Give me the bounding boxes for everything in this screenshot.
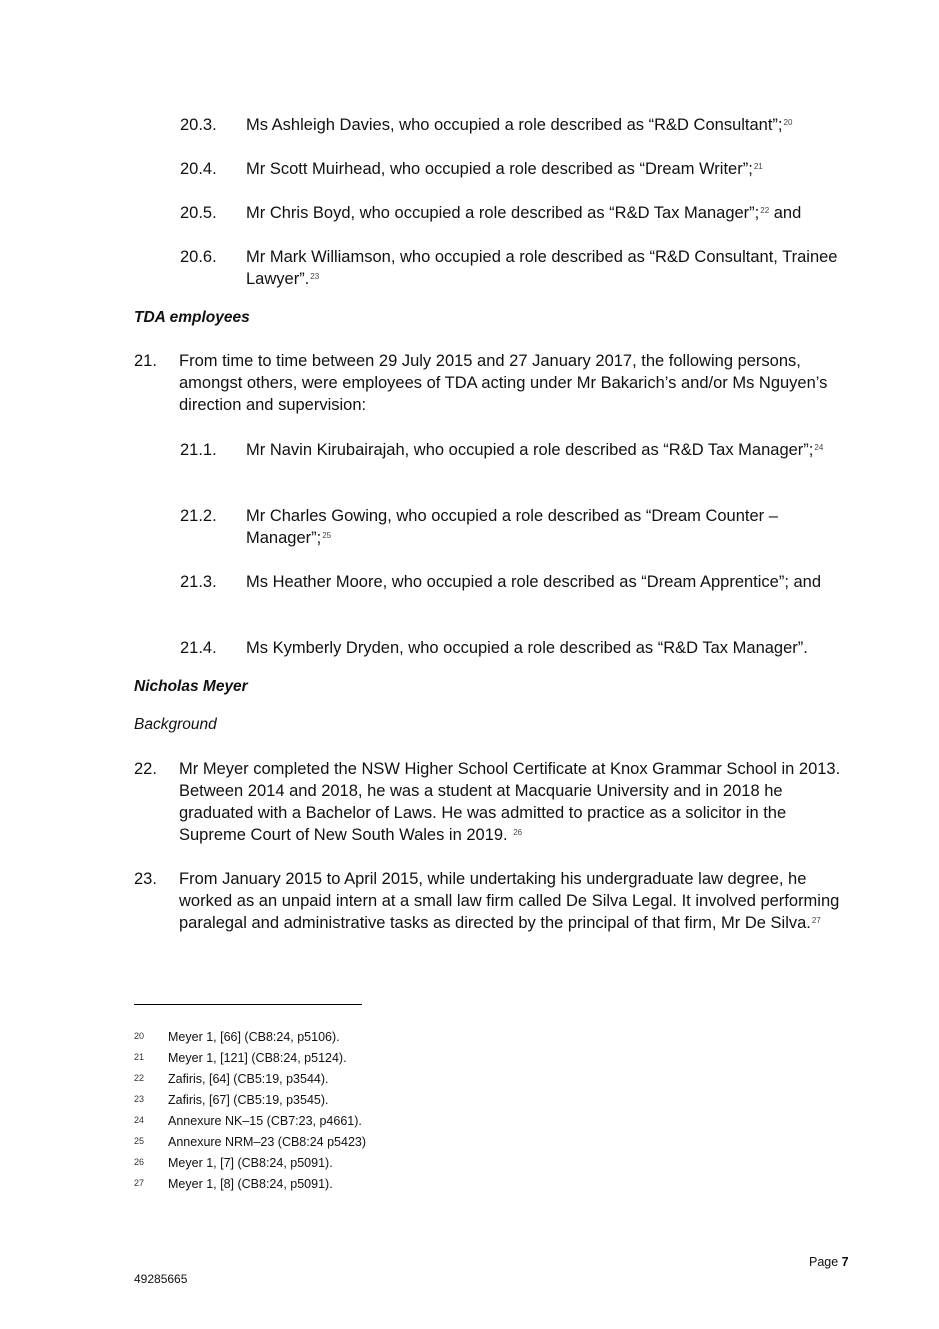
footnote-ref[interactable]: 25 <box>322 531 332 540</box>
footnote-ref[interactable]: 23 <box>310 272 320 281</box>
list-item <box>180 571 850 593</box>
paragraph-number: 23. <box>134 870 157 888</box>
item-number: 20.3. <box>180 116 217 134</box>
document-id: 49285665 <box>134 1272 188 1286</box>
footnote-text: Annexure NRM–23 (CB8:24 p5423) <box>168 1135 367 1149</box>
list-item <box>180 202 850 224</box>
numbered-paragraph <box>134 868 850 934</box>
list-item <box>180 158 850 180</box>
footnote-text: Meyer 1, [121] (CB8:24, p5124). <box>168 1051 347 1065</box>
footnote-ref[interactable]: 26 <box>513 828 523 837</box>
paragraph-number: 21. <box>134 352 157 370</box>
paragraph-text: From time to time between 29 July 2015 and 27 January 2017, the following persons, amongst others, were employees of TDA acting under Mr Bakarich’s and/or Ms Nguyen’s direction and supervision: <box>179 352 828 414</box>
footnote-ref[interactable]: 22 <box>760 206 770 215</box>
section-heading: Nicholas Meyer <box>134 678 248 695</box>
list-item <box>180 439 850 461</box>
footnote-number: 22 <box>134 1073 145 1083</box>
item-number: 21.4. <box>180 639 217 657</box>
numbered-paragraph <box>134 758 850 846</box>
item-number: 21.1. <box>180 441 217 459</box>
item-number: 21.2. <box>180 507 217 525</box>
section-heading: TDA employees <box>134 309 250 326</box>
item-text: Ms Kymberly Dryden, who occupied a role described as “R&D Tax Manager”. <box>246 639 808 657</box>
footnote-ref[interactable]: 24 <box>814 443 824 452</box>
page-number: Page 7 <box>809 1255 849 1269</box>
footnote-text: Annexure NK–15 (CB7:23, p4661). <box>168 1114 362 1128</box>
footnote-number: 25 <box>134 1136 145 1146</box>
item-text: Mr Charles Gowing, who occupied a role described as “Dream Counter – Manager”;$^{25}$ <box>246 507 778 547</box>
subsection-heading: Background <box>134 716 217 733</box>
item-number: 20.6. <box>180 248 217 266</box>
footnote-ref[interactable]: 21 <box>753 162 763 171</box>
list-item <box>180 505 850 549</box>
item-number: 20.5. <box>180 204 217 222</box>
footnote-ref[interactable]: 27 <box>811 916 821 925</box>
footnote-number: 20 <box>134 1031 145 1041</box>
footnote-number: 23 <box>134 1094 145 1104</box>
footnote-number: 24 <box>134 1115 145 1125</box>
footnote-number: 27 <box>134 1178 145 1188</box>
item-text: Ms Heather Moore, who occupied a role described as “Dream Apprentice”; and <box>246 573 822 591</box>
item-number: 20.4. <box>180 160 217 178</box>
item-text: Mr Chris Boyd, who occupied a role described as “R&D Tax Manager”;$^{22}$ and <box>246 204 802 222</box>
list-item <box>180 637 850 659</box>
item-text: Ms Ashleigh Davies, who occupied a role described as “R&D Consultant”;$^{20}$ <box>246 116 793 134</box>
footnote-text: Zafiris, [67] (CB5:19, p3545). <box>168 1093 329 1107</box>
footnote-separator <box>134 1004 362 1005</box>
item-text: Mr Scott Muirhead, who occupied a role described as “Dream Writer”;$^{21}$ <box>246 160 763 178</box>
item-text: Mr Navin Kirubairajah, who occupied a role described as “R&D Tax Manager”;$^{24}$ <box>246 441 824 459</box>
list-item <box>180 246 850 290</box>
footnote-ref[interactable]: 20 <box>783 118 793 127</box>
footnote-text: Meyer 1, [8] (CB8:24, p5091). <box>168 1177 333 1191</box>
footnote-text: Meyer 1, [7] (CB8:24, p5091). <box>168 1156 333 1170</box>
paragraph-text: From January 2015 to April 2015, while undertaking his undergraduate law degree, he worked as an unpaid intern at a small law firm called De Silva Legal. It involved performing paralegal and administrative tasks as directed by the principal of that firm, Mr De Silva.$^{27}$ <box>179 870 840 932</box>
footnote-number: 21 <box>134 1052 145 1062</box>
item-number: 21.3. <box>180 573 217 591</box>
footnote-number: 26 <box>134 1157 145 1167</box>
footnote-text: Meyer 1, [66] (CB8:24, p5106). <box>168 1030 340 1044</box>
numbered-paragraph <box>134 350 850 416</box>
paragraph-text: Mr Meyer completed the NSW Higher School Certificate at Knox Grammar School in 2013. Between 2014 and 2018, he was a student at Macquarie University and in 2018 he graduated with a Bachelor of Laws. He was admitted to practice as a solicitor in the Supreme Court of New South Wales in 2019. $^{26}$ <box>179 760 841 844</box>
footnote-text: Zafiris, [64] (CB5:19, p3544). <box>168 1072 329 1086</box>
list-item <box>180 114 850 136</box>
paragraph-number: 22. <box>134 760 157 778</box>
item-text: Mr Mark Williamson, who occupied a role described as “R&D Consultant, Trainee Lawyer”.$^{23}$ <box>246 248 838 288</box>
